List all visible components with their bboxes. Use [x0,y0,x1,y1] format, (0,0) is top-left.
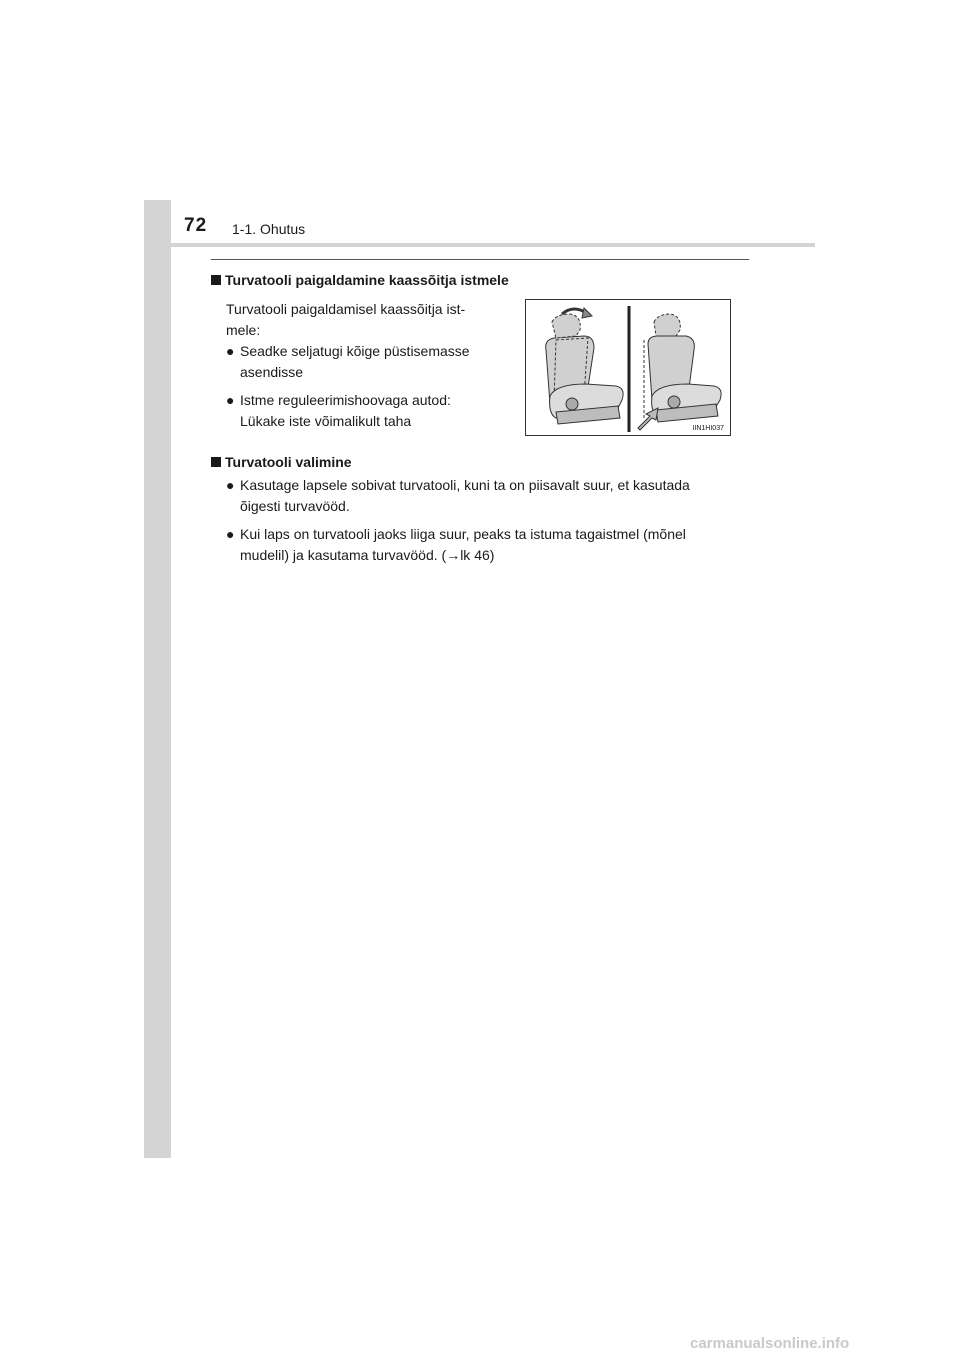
side-tab-bar [144,200,171,1158]
section-divider [211,259,749,260]
header-bar [144,243,815,247]
seat-illustration [525,299,731,436]
chapter-title: 1-1. Ohutus [232,221,306,237]
square-bullet-icon [211,457,221,467]
section-heading-installation: Turvatooli paigaldamine kaassõitja istmele [211,272,509,288]
bullet-dot-icon: ● [226,343,235,359]
figure-id: IIN1HI037 [692,425,724,432]
intro-line-1: Turvatooli paigaldamisel kaassõitja ist- [226,301,466,317]
square-bullet-icon [211,275,221,285]
bullet-item: ● Istme reguleerimishoovaga autod: [240,390,515,411]
bullet-item-continuation: Lükake iste võimalikult taha [240,413,412,429]
bullet-dot-icon: ● [226,526,235,542]
intro-line-2: mele: [226,322,261,338]
bullet-dot-icon: ● [226,392,235,408]
page-number: 72 [184,215,208,236]
section-heading-selection: Turvatooli valimine [211,454,352,470]
bullet-item: ● Kui laps on turvatooli jaoks liiga suur, peaks ta istuma tagaistmel (mõnel [240,524,749,545]
bullet-item: ● Seadke seljatugi kõige püstisemasse [240,341,515,362]
bullet-item-continuation: õigesti turvavööd. [240,498,350,514]
bullet-dot-icon: ● [226,477,235,493]
bullet-item: ● Kasutage lapsele sobivat turvatooli, kuni ta on piisavalt suur, et kasutada [240,475,749,496]
bullet-item-continuation: asendisse [240,364,304,380]
seat-adjustment-drawing [526,300,732,437]
watermark: carmanualsonline.info [690,1335,850,1352]
bullet-item-continuation: mudelil) ja kasutama turvavööd. (→lk 46) [240,547,495,563]
